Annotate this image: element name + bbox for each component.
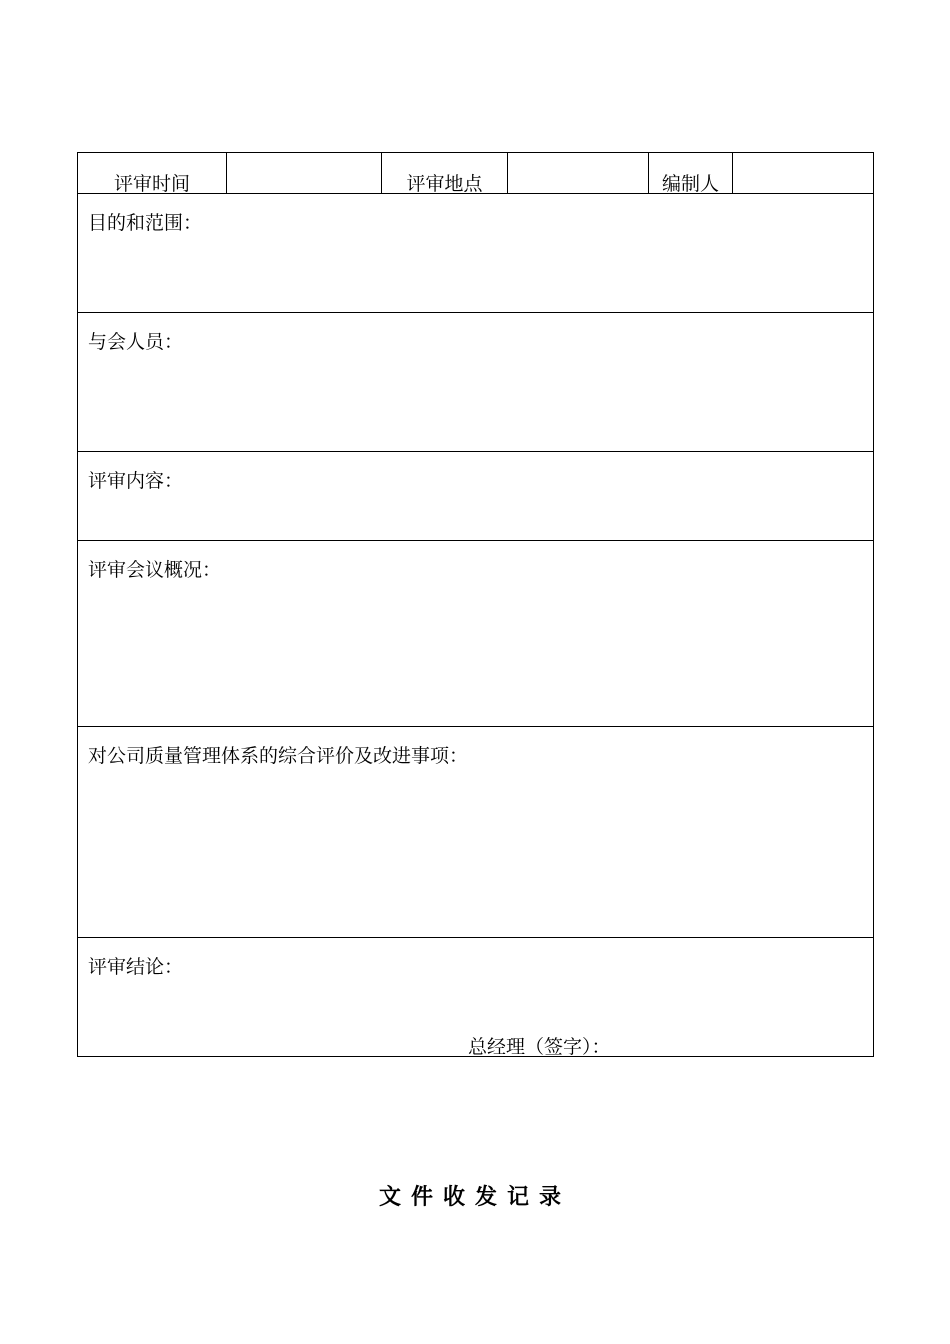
preparer-label-cell — [649, 153, 733, 194]
review-content-label: 评审内容： — [88, 470, 184, 492]
meeting-summary-row — [78, 541, 874, 727]
evaluation-row — [78, 727, 874, 938]
preparer-value — [733, 171, 873, 193]
attendees-row — [78, 313, 874, 452]
review-content-row — [78, 452, 874, 541]
evaluation-label: 对公司质量管理体系的综合评价及改进事项： — [88, 745, 469, 767]
gm-signature-label: 总经理（签字）： — [468, 1036, 611, 1058]
review-location-label-cell — [382, 153, 508, 194]
purpose-scope-field[interactable] — [78, 194, 874, 313]
review-time-value — [227, 171, 381, 193]
review-location-value — [508, 171, 648, 193]
review-content-field[interactable] — [78, 452, 874, 541]
evaluation-field[interactable] — [78, 727, 874, 938]
review-location-label: 评审地点 — [406, 173, 483, 195]
meeting-summary-field[interactable] — [78, 541, 874, 727]
review-location-field[interactable] — [508, 153, 649, 194]
preparer-field[interactable] — [733, 153, 874, 194]
conclusion-field[interactable] — [78, 938, 874, 1057]
management-review-form — [77, 152, 874, 1057]
conclusion-row — [78, 938, 874, 1057]
form-header-row — [78, 153, 874, 194]
purpose-scope-row — [78, 194, 874, 313]
preparer-label: 编制人 — [661, 173, 719, 195]
conclusion-label: 评审结论： — [88, 956, 184, 978]
review-time-label: 评审时间 — [113, 173, 190, 195]
purpose-scope-label: 目的和范围： — [88, 212, 203, 234]
attendees-field[interactable] — [78, 313, 874, 452]
attendees-label: 与会人员： — [88, 331, 184, 353]
document-record-title: 文件收发记录 — [378, 1185, 571, 1210]
review-time-label-cell — [78, 153, 227, 194]
meeting-summary-label: 评审会议概况： — [88, 559, 222, 581]
review-time-field[interactable] — [227, 153, 382, 194]
